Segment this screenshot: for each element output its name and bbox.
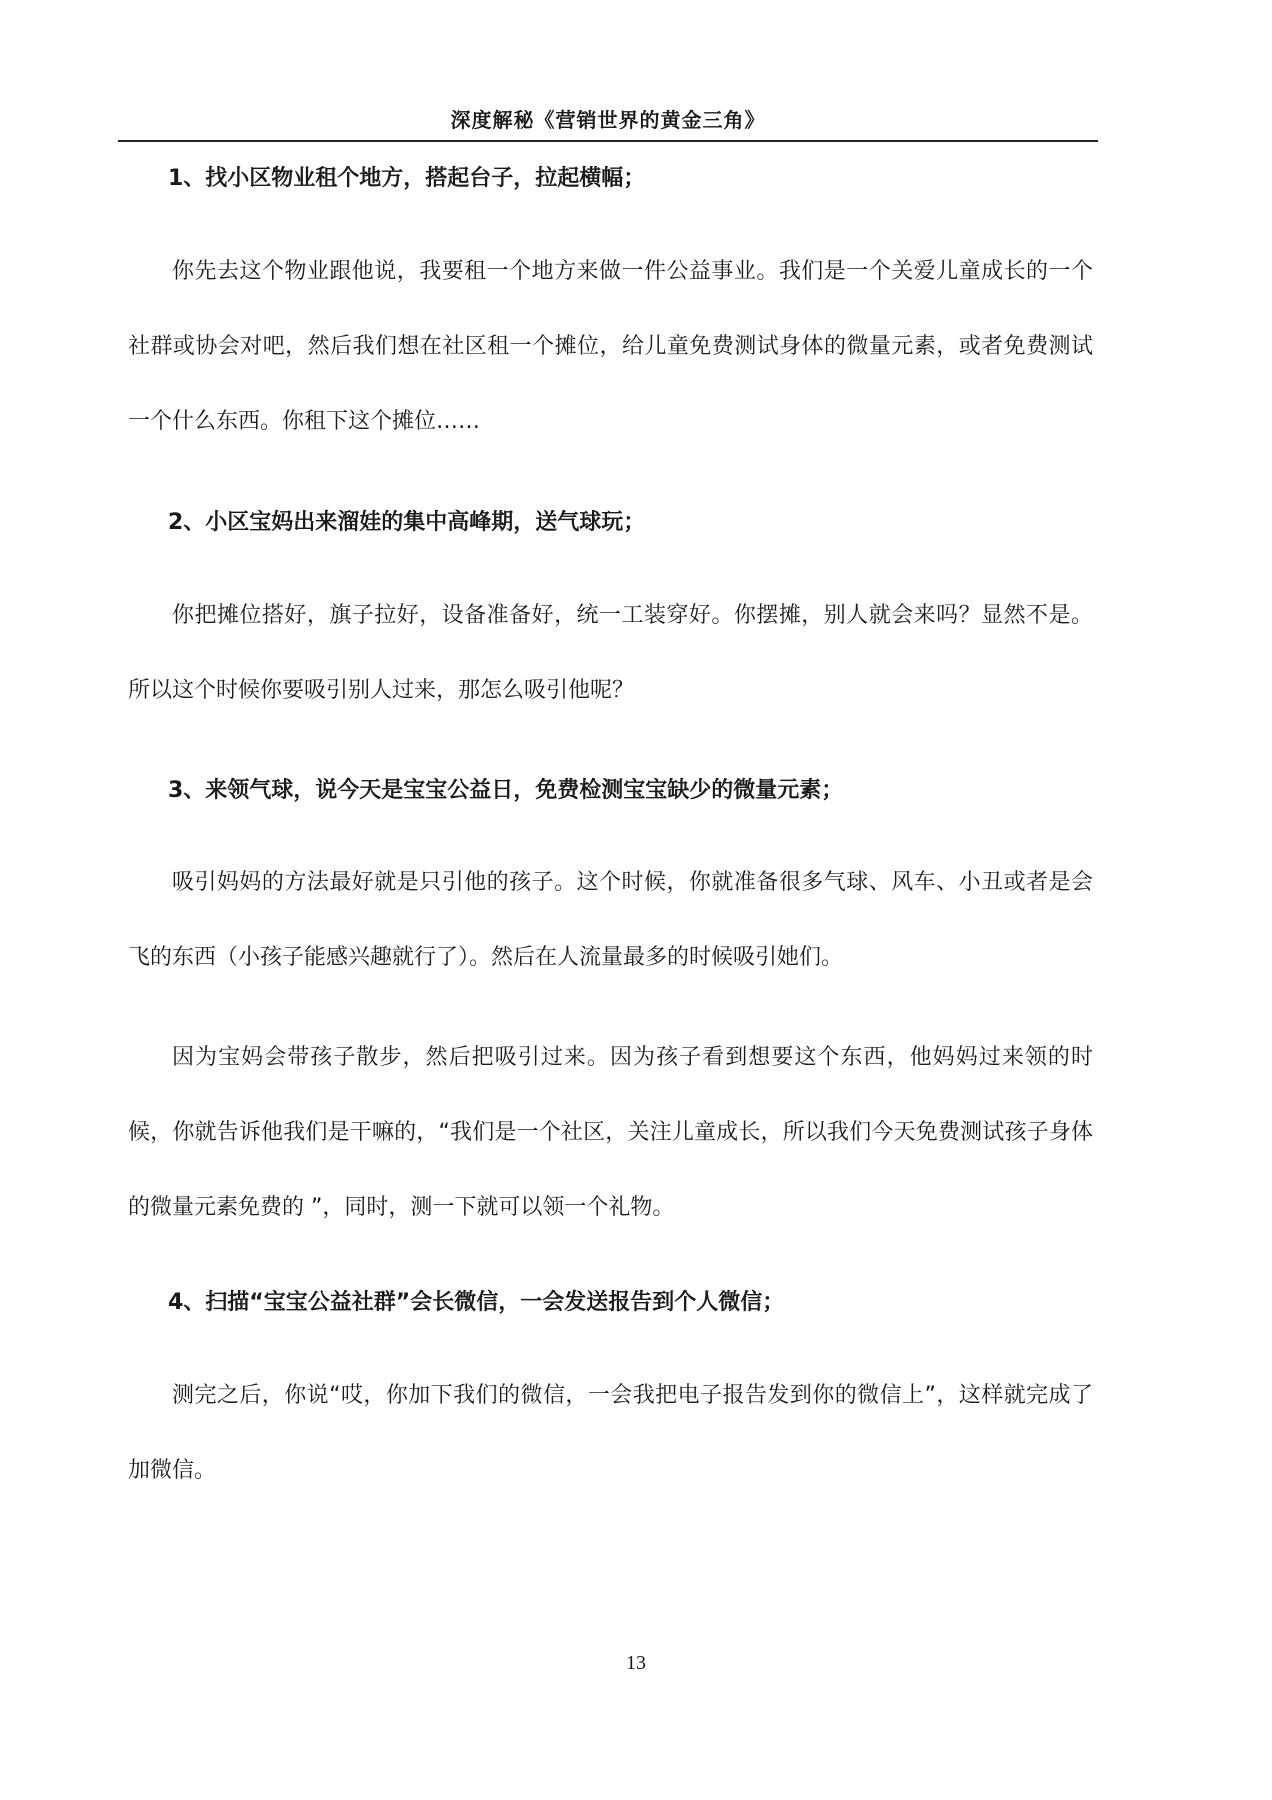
section-heading-4: 4、扫描“宝宝公益社群”会长微信，一会发送报告到个人微信； (168, 1290, 785, 1315)
section-body-4 (128, 1358, 1093, 1508)
section-heading-1: 1、找小区物业租个地方，搭起台子，拉起横幅； (168, 166, 646, 191)
paragraph: 你把摊位搭好，旗子拉好，设备准备好，统一工装穿好。你摆摊，别人就会来吗？显然不是。所以这个时候你要吸引别人过来，那怎么吸引他呢？ (128, 603, 1093, 703)
section-heading-3: 3、来领气球，说今天是宝宝公益日，免费检测宝宝缺少的微量元素； (168, 778, 844, 803)
section-body-1 (128, 234, 1093, 459)
section-body-3b (128, 1020, 1093, 1245)
section-heading-2: 2、小区宝妈出来溜娃的集中高峰期，送气球玩； (168, 510, 646, 535)
page-number: 13 (626, 1652, 646, 1674)
paragraph: 测完之后，你说“哎，你加下我们的微信，一会我把电子报告发到你的微信上”，这样就完成了加微信。 (128, 1383, 1093, 1483)
header-rule (118, 140, 1098, 142)
section-body-2 (128, 578, 1093, 728)
section-body-3 (128, 845, 1093, 995)
paragraph: 你先去这个物业跟他说，我要租一个地方来做一件公益事业。我们是一个关爱儿童成长的一个社群或协会对吧，然后我们想在社区租一个摊位，给儿童免费测试身体的微量元素，或者免费测试一个什么东西。你租下这个摊位…… (128, 259, 1093, 434)
running-header-title: 深度解秘《营销世界的黄金三角》 (450, 108, 766, 132)
paragraph: 吸引妈妈的方法最好就是只引他的孩子。这个时候，你就准备很多气球、风车、小丑或者是会飞的东西（小孩子能感兴趣就行了）。然后在人流量最多的时候吸引她们。 (128, 870, 1093, 970)
paragraph: 因为宝妈会带孩子散步，然后把吸引过来。因为孩子看到想要这个东西，他妈妈过来领的时候，你就告诉他我们是干嘛的，“我们是一个社区，关注儿童成长，所以我们今天免费测试孩子身体的微量元素免费的 ”，同时，测一下就可以领一个礼物。 (128, 1045, 1093, 1220)
